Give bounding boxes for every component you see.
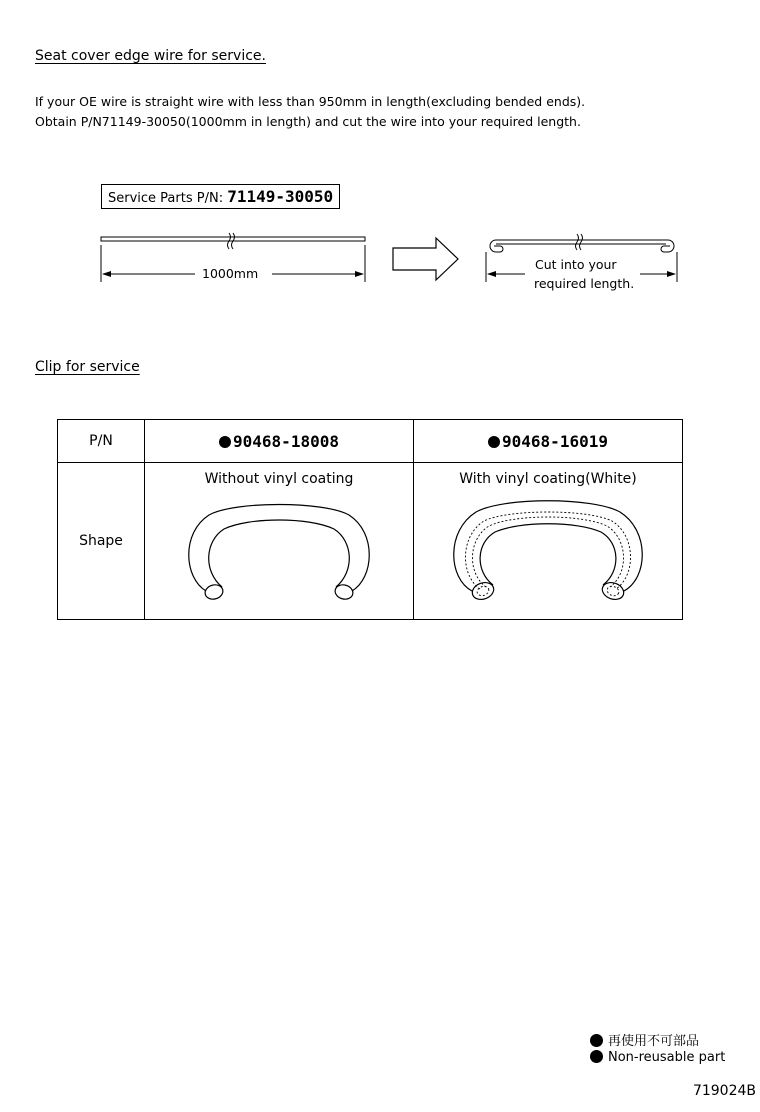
shape-caption: Without vinyl coating [204,471,354,487]
service-part-number: 71149-30050 [227,187,334,206]
shape-header: Shape [58,463,145,620]
clip-heading: Clip for service [35,359,140,375]
legend-japanese [590,1030,699,1049]
legend-english [590,1050,725,1065]
edge-wire-heading: Seat cover edge wire for service. [35,48,266,64]
edge-wire-instruction-line-1: If your OE wire is straight wire with less than 950mm in length(excluding bended ends). [35,94,586,109]
pn-header: P/N [58,420,145,463]
non-reusable-dot-icon [219,436,231,448]
non-reusable-dot-icon [488,436,500,448]
shape-cell [414,463,683,620]
length-label: 1000mm [202,266,259,281]
cut-label-line-2: required length. [534,276,635,291]
edge-wire-diagram [0,225,760,295]
service-part-label: Service Parts P/N: [108,191,224,206]
shape-caption: With vinyl coating(White) [459,471,637,487]
non-reusable-dot-icon [590,1050,603,1063]
figure-id: 719024B [692,1083,756,1099]
process-arrow-icon [393,238,458,280]
shape-cell [145,463,414,620]
part-number: 90468-16019 [502,431,608,451]
edge-wire-instruction-line-2: Obtain P/N71149-30050(1000mm in length) and cut the wire into your required length. [35,114,581,129]
clip-uncoated-illustration [179,493,379,603]
legend-english-text: Non-reusable part [608,1050,726,1065]
legend-japanese-text: 再使用不可部品 [608,1034,700,1049]
part-number-cell [145,420,414,463]
clip-vinyl-coated-illustration [448,493,648,603]
part-number-cell [414,420,683,463]
part-number: 90468-18008 [233,431,339,451]
service-part-box [101,184,340,209]
cut-label-line-1: Cut into your [535,257,617,272]
cut-wire [490,234,674,252]
non-reusable-dot-icon [590,1034,603,1047]
straight-wire [101,233,365,249]
clip-table [57,419,683,620]
